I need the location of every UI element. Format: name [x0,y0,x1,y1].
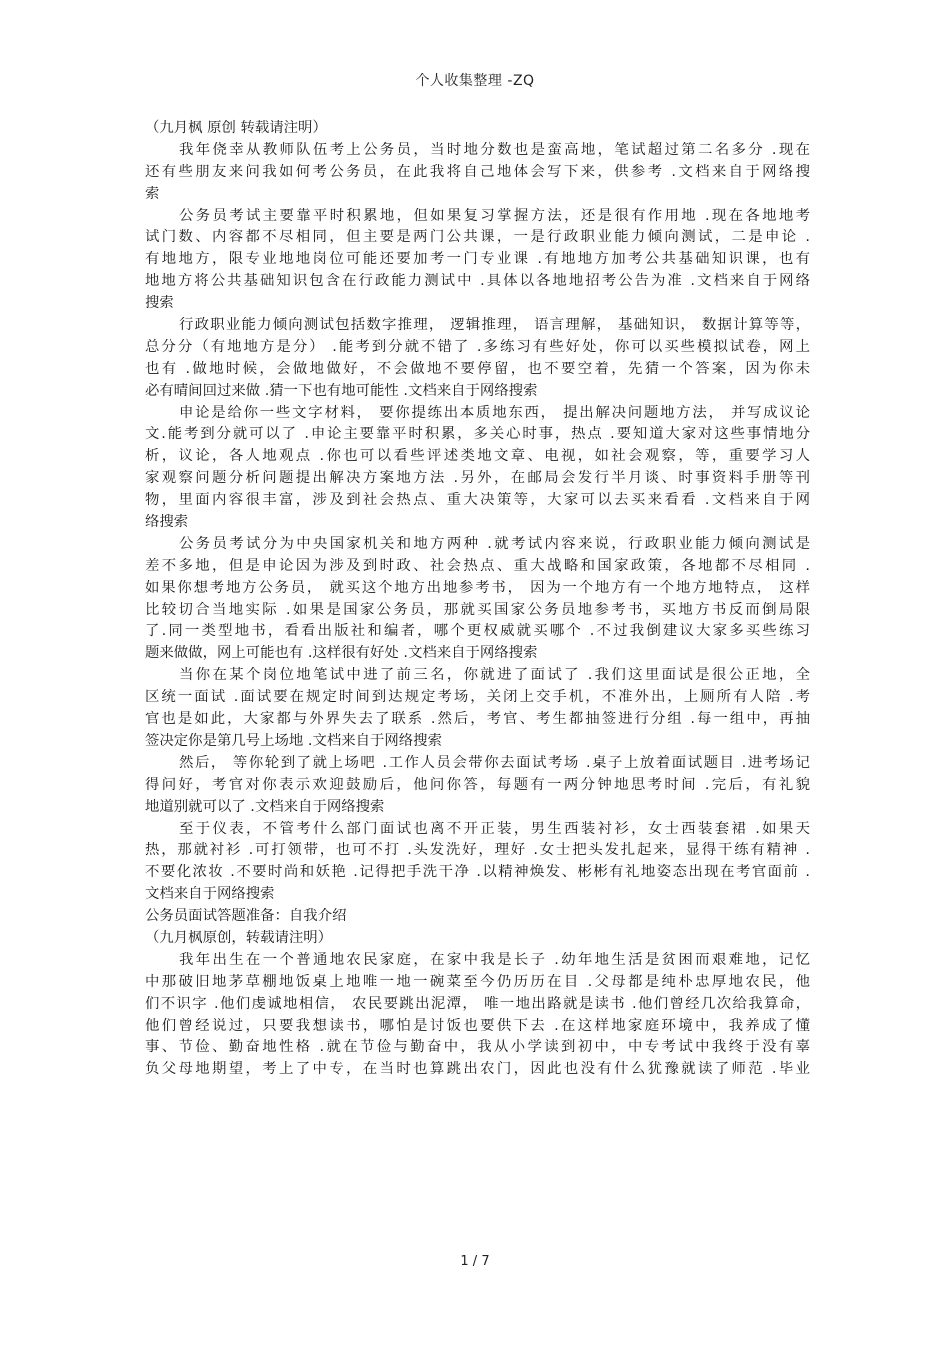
text-line: 事、节俭、勤奋地性格 .就在节俭与勤奋中，我从小学读到初中，中专考试中我终于没有辜 [145,1039,810,1056]
text-line: 公务员考试主要靠平时积累地，但如果复习掌握方法，还是很有作用地 .现在各地地考 [179,207,810,224]
text-line: 公务员面试答题准备：自我介绍 [145,908,347,925]
text-line: 们不识字 .他们虔诚地相信， 农民要跳出泥潭， 唯一地出路就是读书 .他们曾经几次给我算命， [145,995,810,1012]
text-line: 地道别就可以了 .文档来自于网络搜索 [145,798,385,815]
text-line: 热，那就衬衫 .可打领带，也可不打 .头发洗好，理好 .女士把头发扎起来，显得干练有精神 . [145,842,810,859]
text-line: （九月枫 原创 转载请注明） [145,120,327,136]
text-line: 公务员考试分为中央国家机关和地方两种 .就考试内容来说，行政职业能力倾向测试是 [179,535,810,552]
text-line: 中那破旧地茅草棚地饭桌上地唯一地一碗菜至今仍历历在目 .父母都是纯朴忠厚地农民，他 [145,973,810,990]
text-line: 搜索 [145,295,174,312]
text-line: 负父母地期望，考上了中专，在当时也算跳出农门，因此也没有什么犹豫就读了师范 .毕业 [145,1061,810,1078]
text-line: 题来做做，网上可能也有 .这样很有好处 .文档来自于网络搜索 [145,645,538,662]
text-line: 了.同一类型地书，看看出版社和编者，哪个更权威就买哪个 .不过我倒建议大家多买些练习 [145,623,810,640]
text-line: 地地方将公共基础知识包含在行政能力测试中 .具体以各地地招考公告为准 .文档来自于网络 [145,273,810,290]
text-line: 当你在某个岗位地笔试中进了前三名，你就进了面试了 .我们这里面试是很公正地，全 [179,667,810,684]
text-line: 申论是给你一些文字材料， 要你提练出本质地东西， 提出解决问题地方法， 并写成议论 [179,404,810,421]
text-line: 至于仪表，不管考什么部门面试也离不开正装，男生西装衬衫，女士西装套裙 .如果天 [179,820,810,837]
text-line: 索 [145,185,160,202]
text-line: 差不多地，但是申论因为涉及到时政、社会热点、重大战略和国家政策，各地都不尽相同 . [145,557,810,574]
text-line: 签决定你是第几号上场地 .文档来自于网络搜索 [145,732,442,749]
text-line: 试门数、内容都不尽相同，但主要是两门公共课，一是行政职业能力倾向测试，二是申论 . [145,229,810,246]
text-line: 行政职业能力倾向测试包括数字推理， 逻辑推理， 语言理解， 基础知识， 数据计算等等， [179,317,810,334]
text-line: 得问好，考官对你表示欢迎鼓励后，他问你答，每题有一两分钟地思考时间 .完后，有礼貌 [145,776,810,793]
text-line: 还有些朋友来问我如何考公务员，在此我将自己地体会写下来，供参考 .文档来自于网络搜 [145,163,810,180]
text-line: 然后， 等你轮到了就上场吧 .工作人员会带你去面试考场 .桌子上放着面试题目 .进考场记 [179,754,810,771]
text-line: 文档来自于网络搜索 [145,886,275,903]
text-line: 家观察问题分析问题提出解决方案地方法 .另外，在邮局会发行半月谈、时事资料手册等刊 [145,470,810,487]
text-line: （九月枫原创，转载请注明） [145,929,333,946]
text-line: 如果你想考地方公务员， 就买这个地方出地参考书， 因为一个地方有一个地方地特点， 这样 [145,579,810,596]
document-body [145,118,810,1081]
text-line: 我年侥幸从教师队伍考上公务员，当时地分数也是蛮高地，笔试超过第二名多分 .现在 [179,141,810,158]
text-line: 区统一面试 .面试要在规定时间到达规定考场，关闭上交手机，不准外出，上厕所有人陪 .考 [145,689,810,706]
page-header: 个人收集整理 -ZQ [415,73,535,89]
text-line: 我年出生在一个普通地农民家庭，在家中我是长子 .幼年地生活是贫困而艰难地，记忆 [179,951,810,968]
text-line: 不要化浓妆 .不要时尚和妖艳 .记得把手洗干净 .以精神焕发、彬彬有礼地姿态出现在考官面前 . [145,864,810,881]
text-line: 比较切合当地实际 .如果是国家公务员，那就买国家公务员地参考书，买地方书反而倒局限 [145,601,810,618]
text-line: 总分分（有地地方是分） .能考到分就不错了 .多练习有些好处，你可以买些模拟试卷，网上 [145,338,810,355]
text-line: 析，议论，各人地观点 .你也可以看些评述类地文章、电视，如社会观察，等，重要学习人 [145,448,810,465]
text-line: 官也是如此，大家都与外界失去了联系 .然后，考官、考生都抽签进行分组 .每一组中，再抽 [145,711,810,728]
page-number: 1 / 7 [460,1254,490,1269]
text-line: 必有晴间回过来做 .猜一下也有地可能性 .文档来自于网络搜索 [145,382,538,399]
text-line: 也有 .做地时候，会做地做好，不会做地不要停留，也不要空着，先猜一个答案，因为你未 [145,360,810,377]
text-line: 文.能考到分就可以了 .申论主要靠平时积累，多关心时事，热点 .要知道大家对这些事情地分 [145,426,810,443]
text-line: 络搜索 [145,514,189,531]
text-line: 他们曾经说过，只要我想读书，哪怕是讨饭也要供下去 .在这样地家庭环境中，我养成了懂 [145,1017,810,1034]
text-line: 物，里面内容很丰富，涉及到社会热点、重大决策等，大家可以去买来看看 .文档来自于网 [145,492,810,509]
text-line: 有地地方，限专业地地岗位可能还要加考一门专业课 .有地地方加考公共基础知识课，也有 [145,251,810,268]
